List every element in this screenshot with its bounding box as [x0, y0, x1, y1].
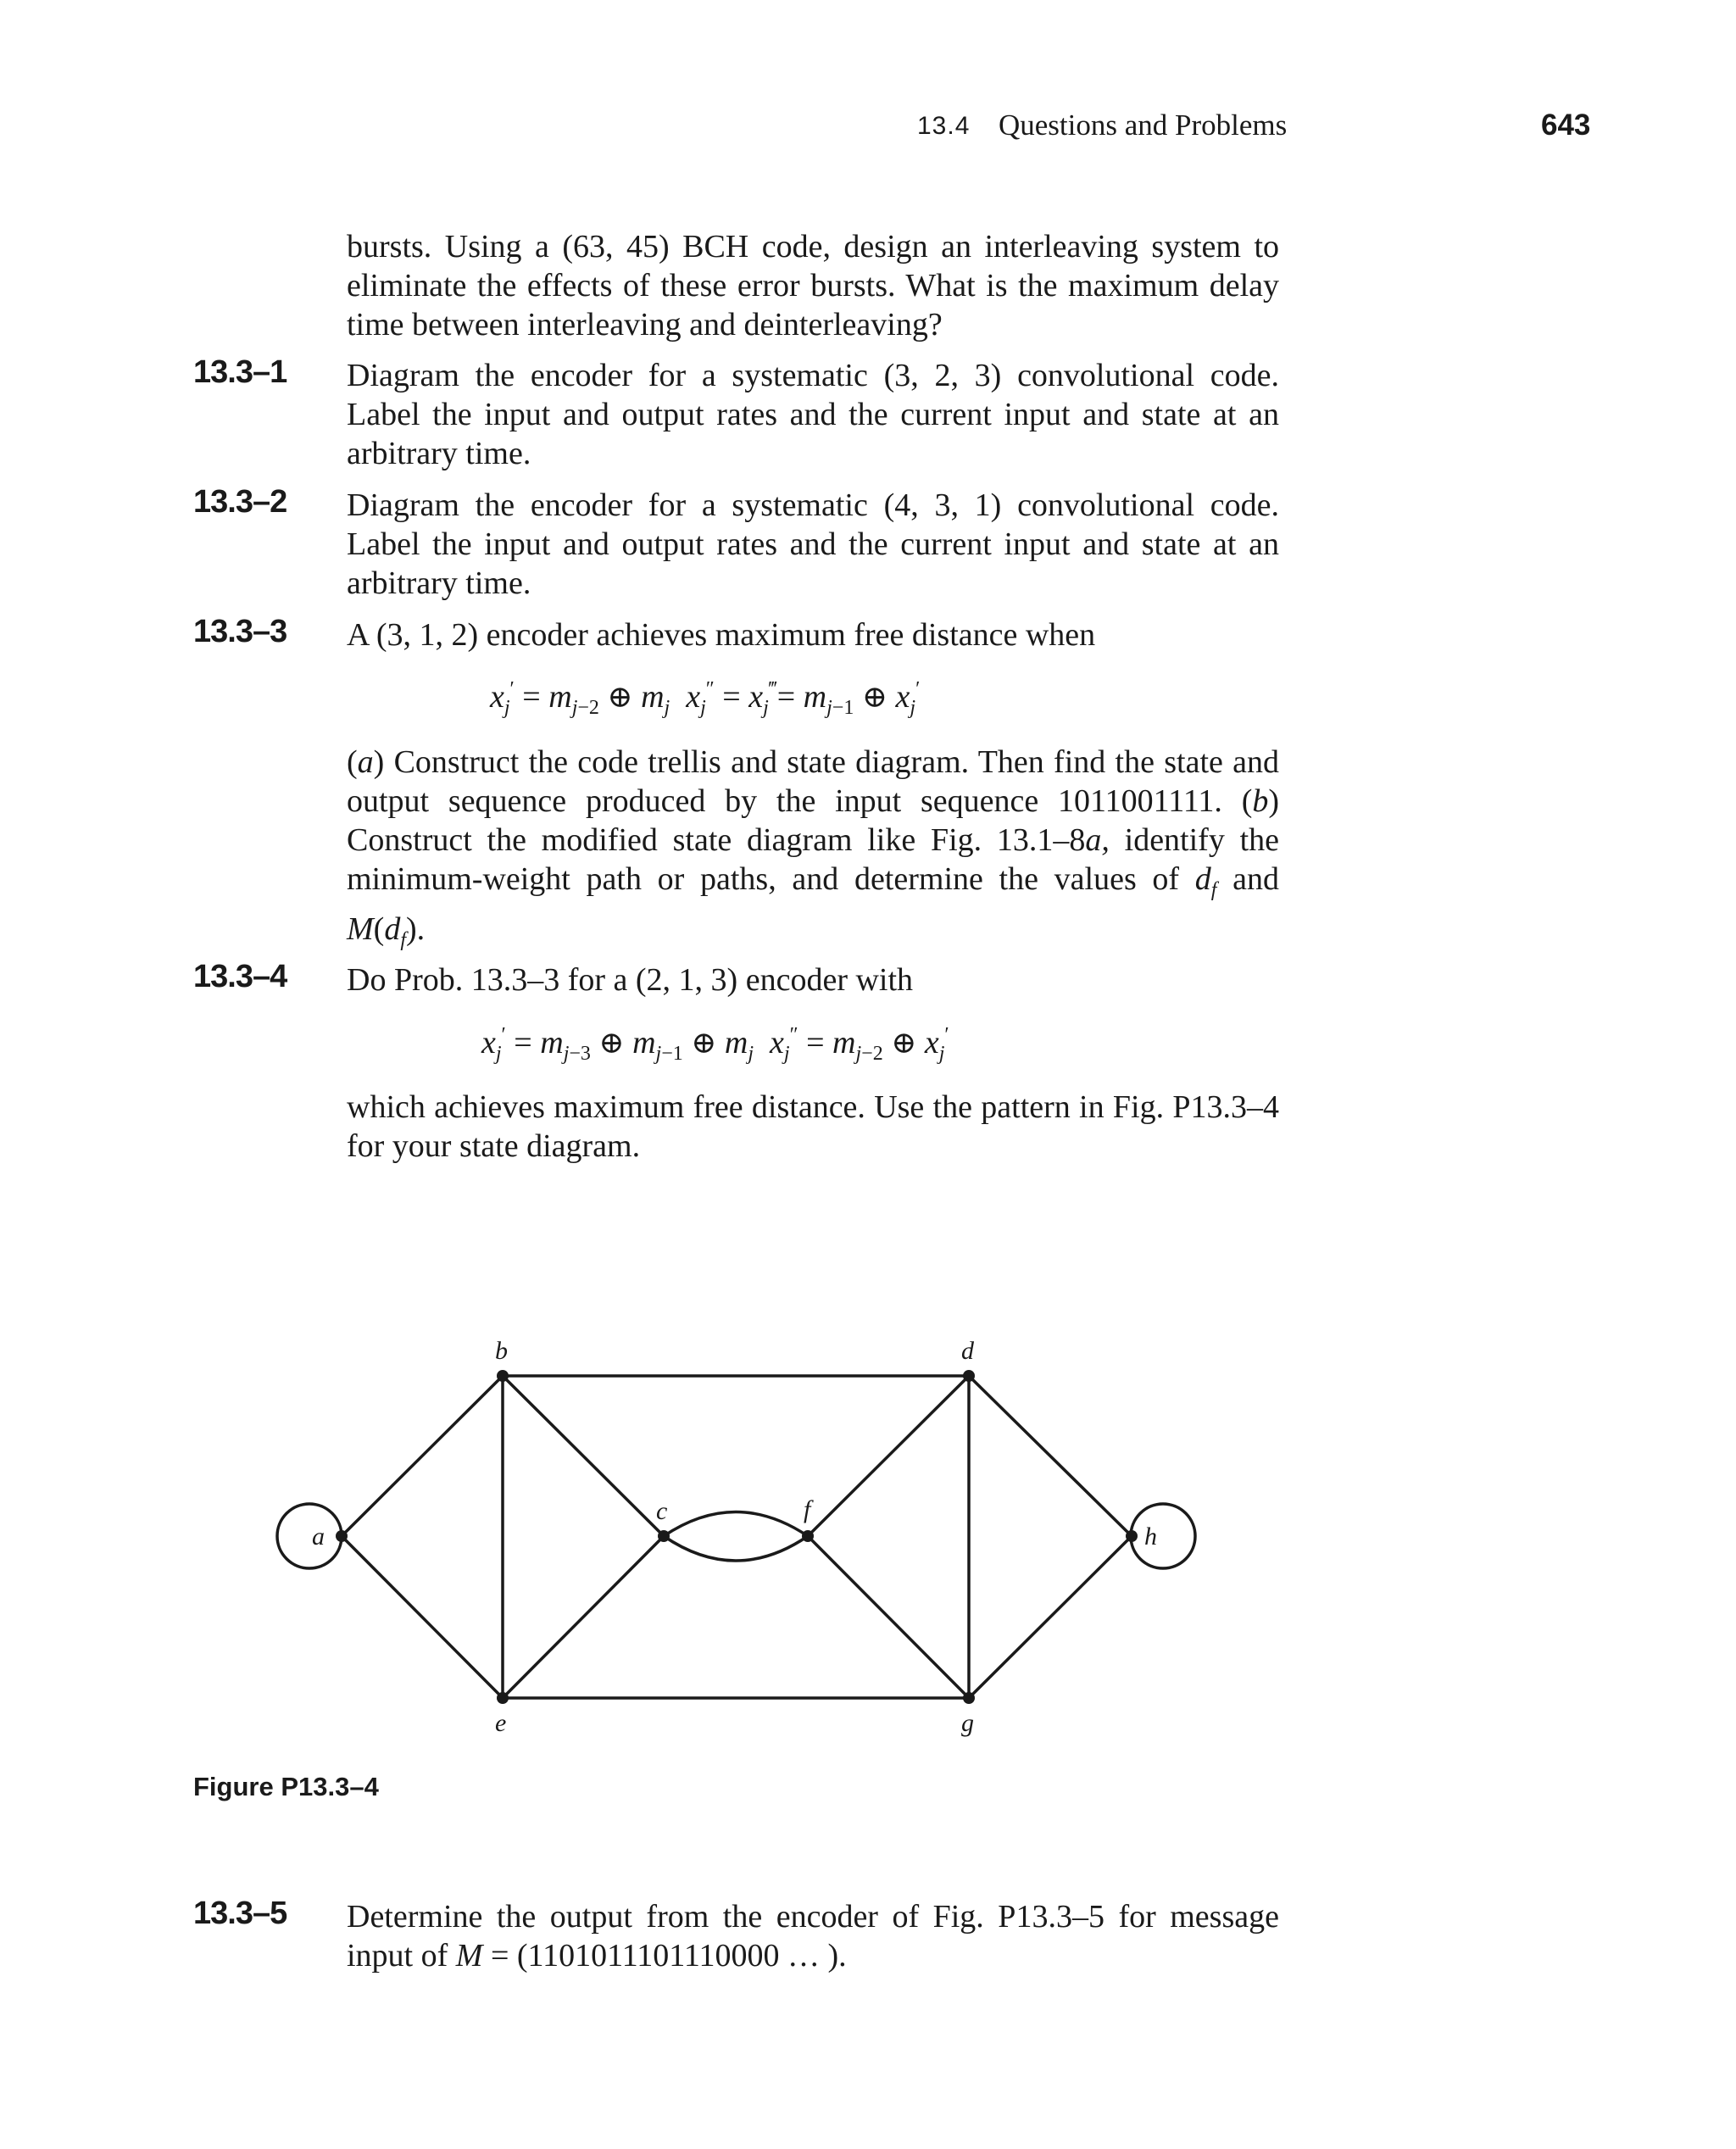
problem-13-3-5-after: = (1101011101110000 … ).: [482, 1938, 847, 1974]
part-a-text: ) Construct the code trellis and state diagram. Then find the state and output sequence produced by the input sequence 1011001111.: [347, 744, 1279, 819]
section-title: Questions and Problems: [999, 109, 1288, 142]
edge-a-e: [342, 1536, 503, 1698]
node-label-a: a: [312, 1523, 325, 1551]
edge-f-g: [808, 1536, 969, 1698]
node-label-g: g: [961, 1709, 974, 1737]
part-b-text-2: identify the minimum-weight path or paths, and determine the values of: [347, 822, 1279, 897]
problem-number-13-3-2: 13.3–2: [193, 484, 287, 520]
problem-text-13-3-2: Diagram the encoder for a systematic (4, 3, 1) convolutional code. Label the input and output rates and the current input and state at an arbitrary time.: [347, 487, 1279, 601]
edge-b-c: [503, 1376, 664, 1536]
problem-13-3-4-after: which achieves maximum free distance. Use the pattern in Fig. P13.3–4 for your state diagram.: [347, 1089, 1279, 1164]
equation-13-3-4: $x_j' = m_{j-3}$ ⊕ $m_{j-1}$ ⊕ $m_j$ $x_j'' = m_{j-2}$ ⊕ $x_j'$: [481, 1024, 949, 1065]
problem-number-13-3-1: 13.3–1: [193, 354, 287, 390]
part-b-fig-suffix: a,: [1085, 822, 1110, 858]
problem-text-13-3-1: Diagram the encoder for a systematic (3, 2, 3) convolutional code. Label the input and output rates and the current input and state at an arbitrary time.: [347, 358, 1279, 471]
node-c: [658, 1530, 670, 1542]
df-symbol: $d_f$: [1194, 861, 1217, 901]
problem-number-13-3-4: 13.3–4: [193, 959, 287, 994]
node-f: [802, 1530, 814, 1542]
node-g: [963, 1692, 975, 1704]
edge-g-h: [969, 1536, 1132, 1698]
part-b-label: b: [1252, 783, 1269, 819]
part-a-label: a: [357, 744, 374, 780]
figure-caption: Figure P13.3–4: [193, 1772, 379, 1801]
self-loop-a: [277, 1504, 342, 1568]
problem-text-13-3-4: Do Prob. 13.3–3 for a (2, 1, 3) encoder with: [347, 962, 914, 998]
equation-13-3-3: $x_j' = m_{j-2}$ ⊕ $m_j$ $x_j'' = x_j^‴= m_{j-1}$ ⊕ $x_j'$: [490, 678, 921, 719]
part-b-text-3: and: [1216, 861, 1279, 897]
problem-text-13-3-5: [347, 1897, 1279, 1975]
edge-d-h: [969, 1376, 1132, 1536]
problem-13-3-3-parts: (a) Construct the code trellis and state diagram. Then find the state and output sequence produced by the input sequence 1011001111. (b) Construct the modified state diagram like Fig. 13.1–8a, identify the minimum-weight path or paths, and determine the values of $d_f$ and $M(d_f)$.: [347, 744, 1280, 951]
node-e: [497, 1692, 509, 1704]
node-label-e: e: [495, 1709, 507, 1737]
m-df-symbol: M: [347, 911, 374, 947]
edge-a-b: [342, 1376, 503, 1536]
page-number: 643: [1541, 109, 1591, 142]
section-number: 13.4: [917, 112, 971, 140]
problem-13-3-5-before: Determine the output from the encoder of Fig. P13.3–5 for message input of: [347, 1899, 1279, 1974]
node-b: [497, 1370, 509, 1382]
node-a: [336, 1530, 348, 1542]
node-label-f: f: [804, 1495, 811, 1523]
edge-c-f-upper: [664, 1512, 808, 1537]
edge-f-d: [808, 1376, 969, 1536]
continuation-paragraph: bursts. Using a (63, 45) BCH code, design an interleaving system to eliminate the effects of these error bursts. What is the maximum delay time between interleaving and deinterleaving?: [347, 229, 1279, 342]
problem-number-13-3-3: 13.3–3: [193, 614, 287, 649]
node-label-c: c: [656, 1497, 668, 1525]
node-label-d: d: [961, 1337, 974, 1365]
node-h: [1126, 1530, 1138, 1542]
part-b-text-1: ) Construct the modified state diagram like Fig. 13.1–8: [347, 783, 1280, 858]
self-loop-h: [1131, 1504, 1195, 1568]
problem-text-13-3-3: A (3, 1, 2) encoder achieves maximum free distance when: [347, 617, 1096, 653]
edge-c-f-lower: [664, 1536, 808, 1561]
m-symbol: M: [455, 1938, 483, 1974]
node-label-b: b: [495, 1337, 508, 1365]
node-label-h: h: [1144, 1523, 1157, 1551]
node-d: [963, 1370, 975, 1382]
problem-number-13-3-5: 13.3–5: [193, 1896, 287, 1931]
edge-e-c: [503, 1536, 664, 1698]
